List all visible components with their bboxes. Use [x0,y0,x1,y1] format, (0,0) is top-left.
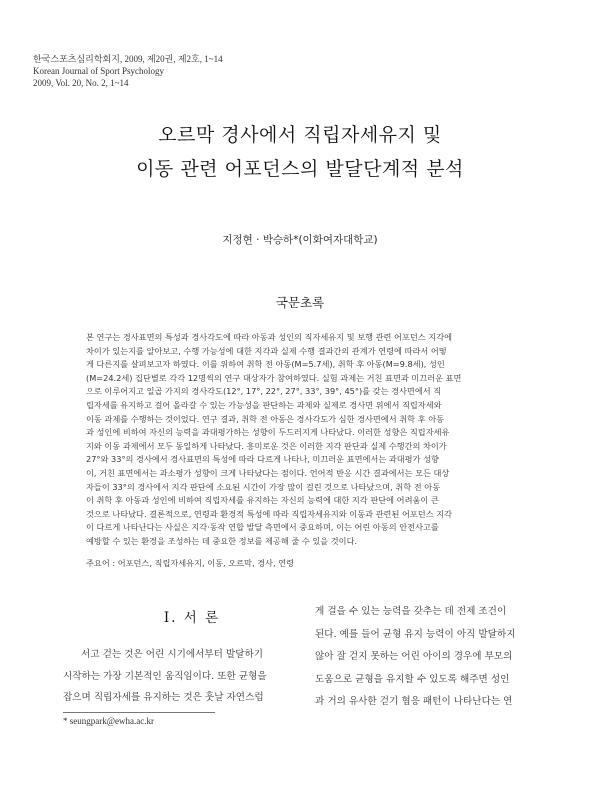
abstract-body [86,331,516,549]
body-column-right [315,601,555,714]
body-line: 된다. 예를 들어 균형 유지 능력이 아직 발달하지 [315,628,516,640]
body-line: 않아 잘 걷지 못하는 어린 아이의 경우에 부모의 [315,651,513,663]
body-line: 과 거의 유사한 걷기 협응 패턴이 나타난다는 연 [315,696,513,708]
abstract-line: 이 취학 후 아동과 성인에 비하여 직립자세를 유지하는 자신의 능력에 대한 지각 판단에 어려움이 큰 [86,495,439,506]
abstract-line: 으로 이루어지고 일곱 가지의 경사각도(12°, 17°, 22°, 27°, 33°, 39°, 45°)를 갖는 경사면에서 직 [86,386,442,397]
footnote-divider [63,712,215,713]
paper-title [0,118,600,186]
abstract-line: 이 다르게 나타난다는 사실은 지각·동작 연합 발달 측면에서 중요하며, 이는 어린 아동의 안전사고를 [86,522,439,533]
body-line: 게 걸을 수 있는 능력을 갖추는 데 전제 조건이 [315,606,507,617]
abstract-line: 차이가 있는지를 알아보고, 수행 가능성에 대한 지각과 실제 수행 결과간의 관계가 연령에 따라서 어떻 [86,345,447,356]
journal-header-english: Korean Journal of Sport Psychology [33,66,164,76]
body-line: 도움으로 균형을 유지할 수 있도록 해주면 성인 [315,673,510,685]
abstract-line: 게 다른지를 살펴보고자 하였다. 이를 위하여 취학 전 아동(M=5.7세), 취학 후 아동(M=9.8세), 성인 [86,359,445,370]
abstract-line: 본 연구는 경사표면의 특성과 경사각도에 따라 아동과 성인의 직자세유지 및 보행 관련 어포던스 지각에 [86,332,453,342]
abstract-line: 예방할 수 있는 환경을 조성하는 데 중요한 정보를 제공해 줄 수 있을 것이다. [86,535,358,546]
section-heading-introduction: Ⅰ. 서 론 [163,610,221,626]
paper-title-line-1: 오르막 경사에서 직립자세유지 및 [158,124,442,146]
body-line: 서고 걷는 것은 어린 시기에서부터 발달하기 [81,649,264,660]
paper-title-line-2: 이동 관련 어포던스의 발달단계적 분석 [136,158,464,180]
author-list: 지정현 · 박승하*(이화여자대학교) [222,234,378,246]
body-line: 잡으며 직립자세를 유지하는 것은 훗날 자연스럽 [63,692,264,703]
abstract-line: 이, 거친 표면에서는 과소평가 성향이 크게 나타났다는 점이다. 언어적 반응 시간 결과에서는 모든 대상 [86,467,450,478]
abstract-line: 립자세를 유지하고 걸어 올라갈 수 있는 가능성을 판단하는 과제와 실제로 경사면 위에서 직립자세와 [86,399,442,410]
abstract-line: 과 성인에 비하여 자신의 능력을 과대평가하는 성향이 두드러지게 나타났다. 이러한 성향은 직립자세유 [86,427,450,438]
abstract-line: (M=24.2세) 집단별로 각각 12명씩의 연구 대상자가 참여하였다. 실험 과제는 거친 표면과 미끄러운 표면 [86,372,462,383]
abstract-heading: 국문초록 [275,295,325,310]
body-column-left [63,644,303,709]
journal-header-volume: 2009, Vol. 20, No. 2, 1~14 [33,78,129,88]
keywords: 주요어 : 어포던스, 직립자세유지, 이동, 오르막, 경사, 연령 [86,558,294,568]
corresponding-author-email: * seungpark@ewha.ac.kr [63,716,155,726]
abstract-line: 것으로 나타났다. 결론적으로, 연령과 환경적 특성에 따라 직립자세유지와 이동과 관련된 어포던스 지각 [86,508,453,519]
journal-header-korean: 한국스포츠심리학회지, 2009, 제20권, 제2호, 1~14 [33,54,223,64]
journal-header [33,53,453,89]
abstract-line: 이동 과제를 수행하는 것이었다. 연구 결과, 취학 전 아동은 경사각도가 심한 경사면에서 취학 후 아동 [86,413,445,424]
abstract-line: 지와 이동 과제에서 모두 동일하게 나타났다. 흥미로운 것은 이러한 지각 판단과 실제 수행간의 차이가 [86,440,447,451]
abstract-line: 27°와 33°의 경사에서 경사표면의 특성에 따라 다르게 나타나, 미끄러운 표면에서는 과대평가 성향 [86,454,439,465]
body-line: 시작하는 가장 기본적인 움직임이다. 또한 균형을 [63,670,267,682]
abstract-line: 자들이 33°의 경사에서 지각 판단에 소요된 시간이 가장 많이 걸린 것으로 나타났으며, 취학 전 아동 [86,481,441,492]
